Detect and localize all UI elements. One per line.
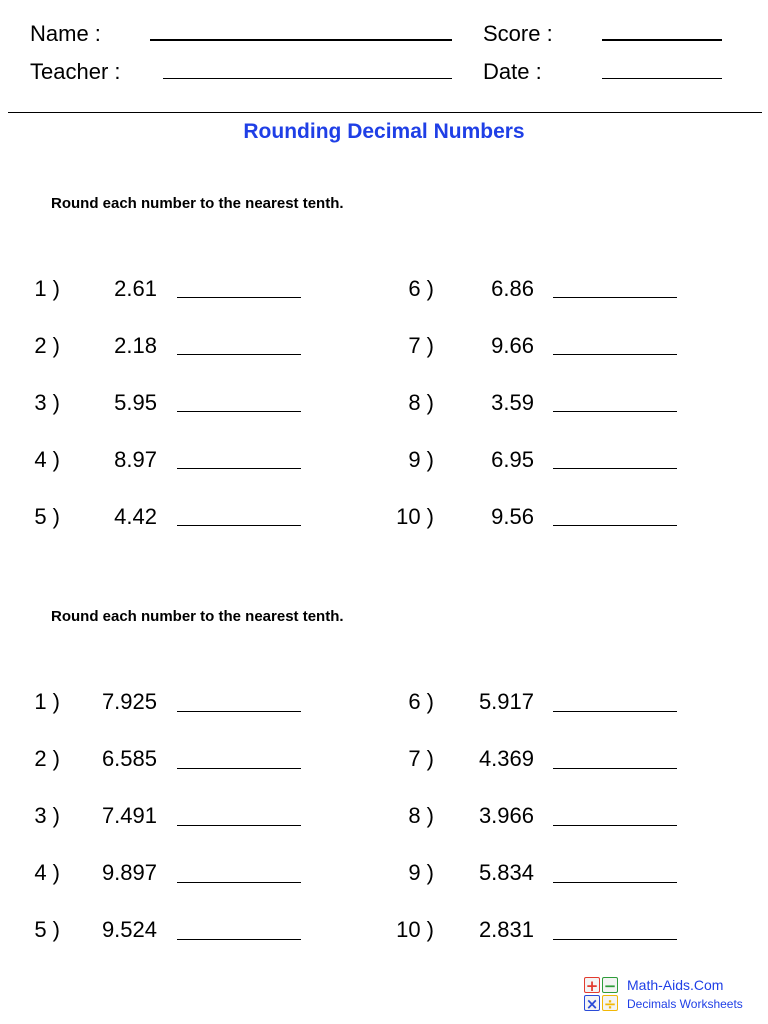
problem-number: 6 ) bbox=[408, 276, 434, 301]
problem-number: 5 ) bbox=[34, 504, 60, 529]
section-2-instruction: Round each number to the nearest tenth. bbox=[51, 608, 344, 625]
brand-name: Math-Aids.Com bbox=[627, 977, 724, 993]
problem-number: 6 ) bbox=[408, 689, 434, 714]
problem-value: 5.834 bbox=[478, 860, 534, 885]
section-1-instruction: Round each number to the nearest tenth. bbox=[51, 195, 344, 212]
multiply-icon: × bbox=[585, 995, 599, 1013]
answer-line bbox=[553, 882, 677, 883]
problem-number: 8 ) bbox=[408, 390, 434, 415]
answer-line bbox=[177, 411, 301, 412]
problem-value: 7.491 bbox=[101, 803, 157, 828]
divide-icon: ÷ bbox=[603, 995, 617, 1013]
name-label: Name : bbox=[30, 21, 101, 46]
problem-value: 2.61 bbox=[114, 276, 157, 301]
answer-line bbox=[177, 525, 301, 526]
problem-number: 2 ) bbox=[34, 333, 60, 358]
problem-value: 6.86 bbox=[491, 276, 534, 301]
problem-value: 6.585 bbox=[101, 746, 157, 771]
problem-value: 7.925 bbox=[101, 689, 157, 714]
answer-line bbox=[177, 825, 301, 826]
teacher-label: Teacher : bbox=[30, 59, 121, 84]
problem-value: 4.42 bbox=[114, 504, 157, 529]
brand-subtitle: Decimals Worksheets bbox=[627, 997, 743, 1011]
problem-value: 5.917 bbox=[478, 689, 534, 714]
problem-number: 5 ) bbox=[34, 917, 60, 942]
minus-icon: − bbox=[603, 977, 617, 995]
answer-line bbox=[553, 768, 677, 769]
problem-number: 7 ) bbox=[408, 333, 434, 358]
answer-line bbox=[177, 468, 301, 469]
plus-icon: + bbox=[585, 977, 599, 995]
answer-line bbox=[177, 354, 301, 355]
problem-value: 8.97 bbox=[114, 447, 157, 472]
answer-line bbox=[177, 939, 301, 940]
problem-number: 8 ) bbox=[408, 803, 434, 828]
problem-value: 9.66 bbox=[491, 333, 534, 358]
answer-line bbox=[553, 525, 677, 526]
header-divider bbox=[8, 112, 762, 113]
problem-value: 6.95 bbox=[491, 447, 534, 472]
problem-value: 3.59 bbox=[491, 390, 534, 415]
answer-line bbox=[177, 768, 301, 769]
score-line bbox=[602, 39, 722, 41]
problem-number: 7 ) bbox=[408, 746, 434, 771]
problem-number: 3 ) bbox=[34, 803, 60, 828]
problem-number: 2 ) bbox=[34, 746, 60, 771]
problem-value: 9.56 bbox=[491, 504, 534, 529]
problem-number: 10 ) bbox=[396, 504, 434, 529]
answer-line bbox=[553, 468, 677, 469]
problem-number: 4 ) bbox=[34, 447, 60, 472]
answer-line bbox=[553, 939, 677, 940]
problem-number: 4 ) bbox=[34, 860, 60, 885]
problem-number: 1 ) bbox=[34, 276, 60, 301]
date-line bbox=[602, 78, 722, 79]
teacher-line bbox=[163, 78, 452, 79]
problem-value: 4.369 bbox=[478, 746, 534, 771]
answer-line bbox=[553, 825, 677, 826]
worksheet-title: Rounding Decimal Numbers bbox=[243, 120, 525, 143]
answer-line bbox=[553, 411, 677, 412]
problem-value: 9.524 bbox=[101, 917, 157, 942]
answer-line bbox=[177, 882, 301, 883]
problem-number: 9 ) bbox=[408, 447, 434, 472]
problem-number: 10 ) bbox=[396, 917, 434, 942]
problem-number: 1 ) bbox=[34, 689, 60, 714]
score-label: Score : bbox=[483, 21, 553, 46]
math-aids-logo-icon bbox=[584, 977, 620, 1013]
problem-value: 5.95 bbox=[114, 390, 157, 415]
problem-number: 3 ) bbox=[34, 390, 60, 415]
answer-line bbox=[177, 711, 301, 712]
problem-number: 9 ) bbox=[408, 860, 434, 885]
name-line bbox=[150, 39, 452, 41]
answer-line bbox=[553, 297, 677, 298]
problem-value: 3.966 bbox=[478, 803, 534, 828]
problem-value: 9.897 bbox=[101, 860, 157, 885]
date-label: Date : bbox=[483, 59, 542, 84]
answer-line bbox=[177, 297, 301, 298]
problem-value: 2.18 bbox=[114, 333, 157, 358]
answer-line bbox=[553, 354, 677, 355]
answer-line bbox=[553, 711, 677, 712]
problem-value: 2.831 bbox=[478, 917, 534, 942]
